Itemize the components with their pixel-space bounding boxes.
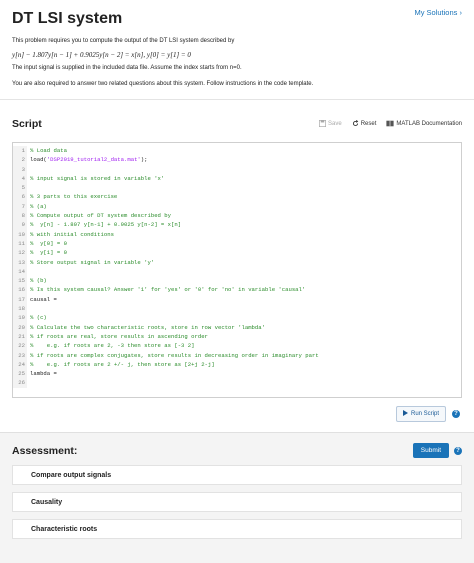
line-number: 11 (13, 239, 27, 248)
code-text: % y[0] = 0 (30, 239, 67, 247)
matlab-documentation-label: MATLAB Documentation (396, 121, 462, 127)
code-line[interactable] (13, 239, 461, 248)
code-text (27, 304, 30, 313)
line-number: 20 (13, 323, 27, 332)
code-line[interactable] (13, 323, 461, 332)
reset-icon (352, 120, 359, 129)
code-line[interactable] (13, 276, 461, 285)
code-line[interactable] (13, 313, 461, 322)
questions-note: You are also required to answer two related questions about this system. Follow instructions in the code template. (12, 81, 314, 88)
code-line[interactable] (13, 230, 461, 239)
problem-header (0, 0, 474, 100)
assessment-item-characteristic-roots[interactable]: Characteristic roots (12, 519, 462, 539)
line-number: 7 (13, 202, 27, 211)
code-text (27, 165, 30, 174)
line-number: 17 (13, 295, 27, 304)
assessment-panel (0, 432, 474, 563)
help-icon[interactable]: ? (452, 410, 460, 418)
code-line[interactable] (13, 192, 461, 201)
code-line[interactable] (13, 378, 461, 387)
code-text: % y[n] - 1.807 y[n-1] + 0.9025 y[n-2] = x[n] (30, 221, 182, 229)
code-line[interactable] (13, 248, 461, 257)
code-line[interactable] (13, 174, 461, 183)
code-text: % y[1] = 0 (30, 249, 67, 257)
string-literal: 'DSP2019_tutorial2_data.mat' (46, 156, 141, 164)
code-line[interactable] (13, 211, 461, 220)
code-text: % 3 parts to this exercise (30, 193, 118, 201)
help-icon[interactable]: ? (454, 447, 462, 455)
reset-label: Reset (360, 121, 377, 127)
code-text: % input signal is stored in variable 'x' (30, 174, 165, 182)
assessment-item-compare-output[interactable]: Compare output signals (12, 465, 462, 485)
reset-button[interactable] (352, 120, 377, 129)
code-line[interactable] (13, 360, 461, 369)
code-line[interactable] (13, 304, 461, 313)
code-text: % (b) (30, 277, 47, 285)
line-number: 22 (13, 341, 27, 350)
code-line[interactable] (13, 369, 461, 378)
code-line[interactable] (13, 285, 461, 294)
book-icon (386, 120, 394, 129)
line-number: 24 (13, 360, 27, 369)
line-number: 5 (13, 183, 27, 192)
play-icon (403, 410, 408, 418)
line-number: 6 (13, 192, 27, 201)
line-number: 15 (13, 276, 27, 285)
code-text: % if roots are complex conjugates, store results in decreasing order in imaginary part (30, 351, 319, 359)
run-script-button[interactable] (396, 406, 446, 422)
save-icon (319, 120, 326, 129)
code-text: % (c) (30, 314, 47, 322)
code-text: % Is this system causal? Answer '1' for 'yes' or '0' for 'no' in variable 'causal' (30, 286, 306, 294)
code-text: % Store output signal in variable 'y' (30, 258, 155, 266)
line-number: 4 (13, 174, 27, 183)
code-text: % e.g. if roots are 2, -3 then store as [-3 2] (30, 342, 195, 350)
line-number: 14 (13, 267, 27, 276)
code-text (27, 267, 30, 276)
code-line[interactable] (13, 332, 461, 341)
input-note: The input signal is supplied in the included data file. Assume the index starts from n=0. (12, 65, 242, 72)
run-script-label: Run Script (410, 411, 439, 417)
submit-button[interactable]: Submit (413, 443, 449, 458)
assessment-item-causality[interactable]: Causality (12, 492, 462, 512)
script-title: Script (12, 118, 42, 130)
line-number: 12 (13, 248, 27, 257)
code-line[interactable] (13, 202, 461, 211)
code-line[interactable] (13, 183, 461, 192)
line-number: 26 (13, 378, 27, 387)
line-number: 8 (13, 211, 27, 220)
code-text: % Load data (30, 147, 67, 154)
save-label: Save (328, 121, 342, 127)
page-title: DT LSI system (12, 10, 123, 27)
code-text (27, 378, 30, 387)
line-number: 23 (13, 351, 27, 360)
code-text: % (a) (30, 202, 47, 210)
line-number: 10 (13, 230, 27, 239)
script-toolbar (319, 120, 462, 129)
code-line[interactable] (13, 295, 461, 304)
line-number: 2 (13, 155, 27, 164)
code-text: % e.g. if roots are 2 +/- j, then store as [2+j 2-j] (30, 360, 215, 368)
code-text: lambda = (30, 370, 57, 378)
system-equation: y[n] − 1.807y[n − 1] + 0.9025y[n − 2] = x[n], y[0] = y[1] = 0 (12, 51, 191, 60)
matlab-documentation-button[interactable] (386, 120, 462, 129)
code-text (27, 183, 30, 192)
code-text: % with initial conditions (30, 230, 114, 238)
code-text: load('DSP2019_tutorial2_data.mat'); (30, 156, 148, 164)
line-number: 16 (13, 285, 27, 294)
assessment-title: Assessment: (12, 444, 78, 457)
code-line[interactable] (13, 267, 461, 276)
code-line[interactable] (13, 258, 461, 267)
line-number: 25 (13, 369, 27, 378)
script-section (0, 114, 474, 422)
code-line[interactable] (13, 165, 461, 174)
code-line[interactable] (13, 146, 461, 155)
save-button[interactable] (319, 120, 342, 129)
code-line[interactable] (13, 220, 461, 229)
my-solutions-link[interactable]: My Solutions › (414, 8, 462, 17)
line-number: 18 (13, 304, 27, 313)
line-number: 9 (13, 220, 27, 229)
line-number: 21 (13, 332, 27, 341)
code-line[interactable] (13, 351, 461, 360)
code-text: causal = (30, 295, 57, 303)
code-line[interactable] (13, 341, 461, 350)
code-line[interactable] (13, 155, 461, 164)
problem-description: This problem requires you to compute the output of the DT LSI system described by (12, 38, 235, 44)
code-editor[interactable] (12, 142, 462, 398)
code-text: % Calculate the two characteristic roots, store in row vector 'lambda' (30, 323, 265, 331)
line-number: 3 (13, 165, 27, 174)
line-number: 19 (13, 313, 27, 322)
line-number: 13 (13, 258, 27, 267)
code-text: % if roots are real, store results in ascending order (30, 332, 208, 340)
line-number: 1 (13, 146, 27, 155)
code-text: % Compute output of DT system described by (30, 212, 171, 220)
